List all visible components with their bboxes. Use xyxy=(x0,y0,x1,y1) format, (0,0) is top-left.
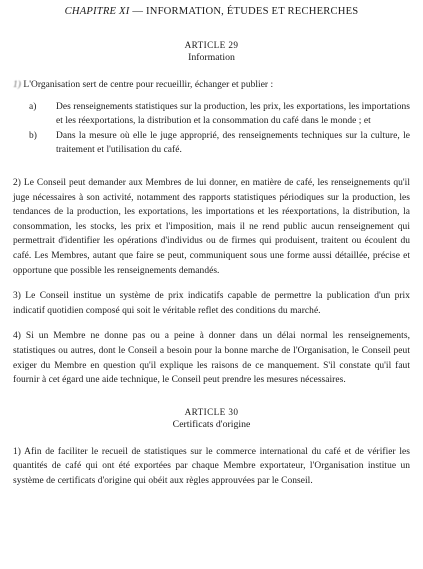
list-item-b-label: b) xyxy=(29,130,37,141)
list-item-a-label: a) xyxy=(29,101,37,112)
paragraph-1-intro: L'Organisation sert de centre pour recueillir, échanger et publier : xyxy=(23,80,274,90)
chapter-title: INFORMATION, ÉTUDES ET RECHERCHES xyxy=(145,6,359,17)
chapter-heading xyxy=(13,6,410,17)
article-29-title: Information xyxy=(188,52,235,63)
article-29-paragraph-4: 4) Si un Membre ne donne pas ou a peine à donner dans un délai normal les renseignements, statistiques ou autres, dont le Conseil a besoin pour la bonne marche de l'Organisation, le Conseil peut exiger du Membre en question qu'il explique les raisons de ce manquement. S'il constate qu'il faut fournir à cet égard une aide technique, le Conseil peut prendre les mesures nécessaires. xyxy=(13,331,410,386)
article-29-number: ARTICLE 29 xyxy=(184,40,239,50)
list-item-b-text: Dans la mesure où elle le juge approprié, des renseignements techniques sur la culture, le traitement et l'utilisation du café. xyxy=(56,130,410,156)
chapter-prefix: CHAPITRE XI xyxy=(64,6,130,17)
list-item-a xyxy=(13,100,410,129)
chapter-dash: — xyxy=(132,6,146,17)
article-30-number: ARTICLE 30 xyxy=(184,406,239,417)
list-item-b xyxy=(13,129,410,158)
paragraph-1-number: 1) xyxy=(13,80,21,90)
article-30-title: Certificats d'origine xyxy=(172,418,251,430)
article-29-paragraph-1 xyxy=(13,78,410,93)
list-item-a-text: Des renseignements statistiques sur la production, les prix, les exportations, les importations et les réexportations, la distribution et la consommation du café dans le monde ; et xyxy=(56,101,410,127)
article-30-paragraph-1: 1) Afin de faciliter le recueil de statistiques sur le commerce international du café et de vérifier les quantités de café qui ont été exportées par chaque Membre exportateur, l'Organisation institue un système de certificats d'origine qui obéit aux règles approuvées par le Conseil. xyxy=(13,446,410,486)
article-29-paragraph-2: 2) Le Conseil peut demander aux Membres de lui donner, en matière de café, les renseignements qu'il juge nécessaires à son activité, notamment des rapports statistiques périodiques sur la production, les tendances de la production, les exportations, les importations et les réexportations, la distribution, la consommation, les stocks, les prix et l'imposition, mais il ne rend public aucun renseignement qui permettrait d'identifier les opérations d'individus ou de firmes qui produisent, traitent ou écoulent du café. Les Membres, autant que faire se peut, communiquent sous une forme aussi détaillée, précise et opportune que possible les renseignements demandés. xyxy=(13,177,410,276)
article-29-paragraph-3: 3) Le Conseil institue un système de prix indicatifs capable de permettre la publication d'un prix indicatif quotidien composé qui soit le véritable reflet des conditions du marché. xyxy=(13,291,410,316)
